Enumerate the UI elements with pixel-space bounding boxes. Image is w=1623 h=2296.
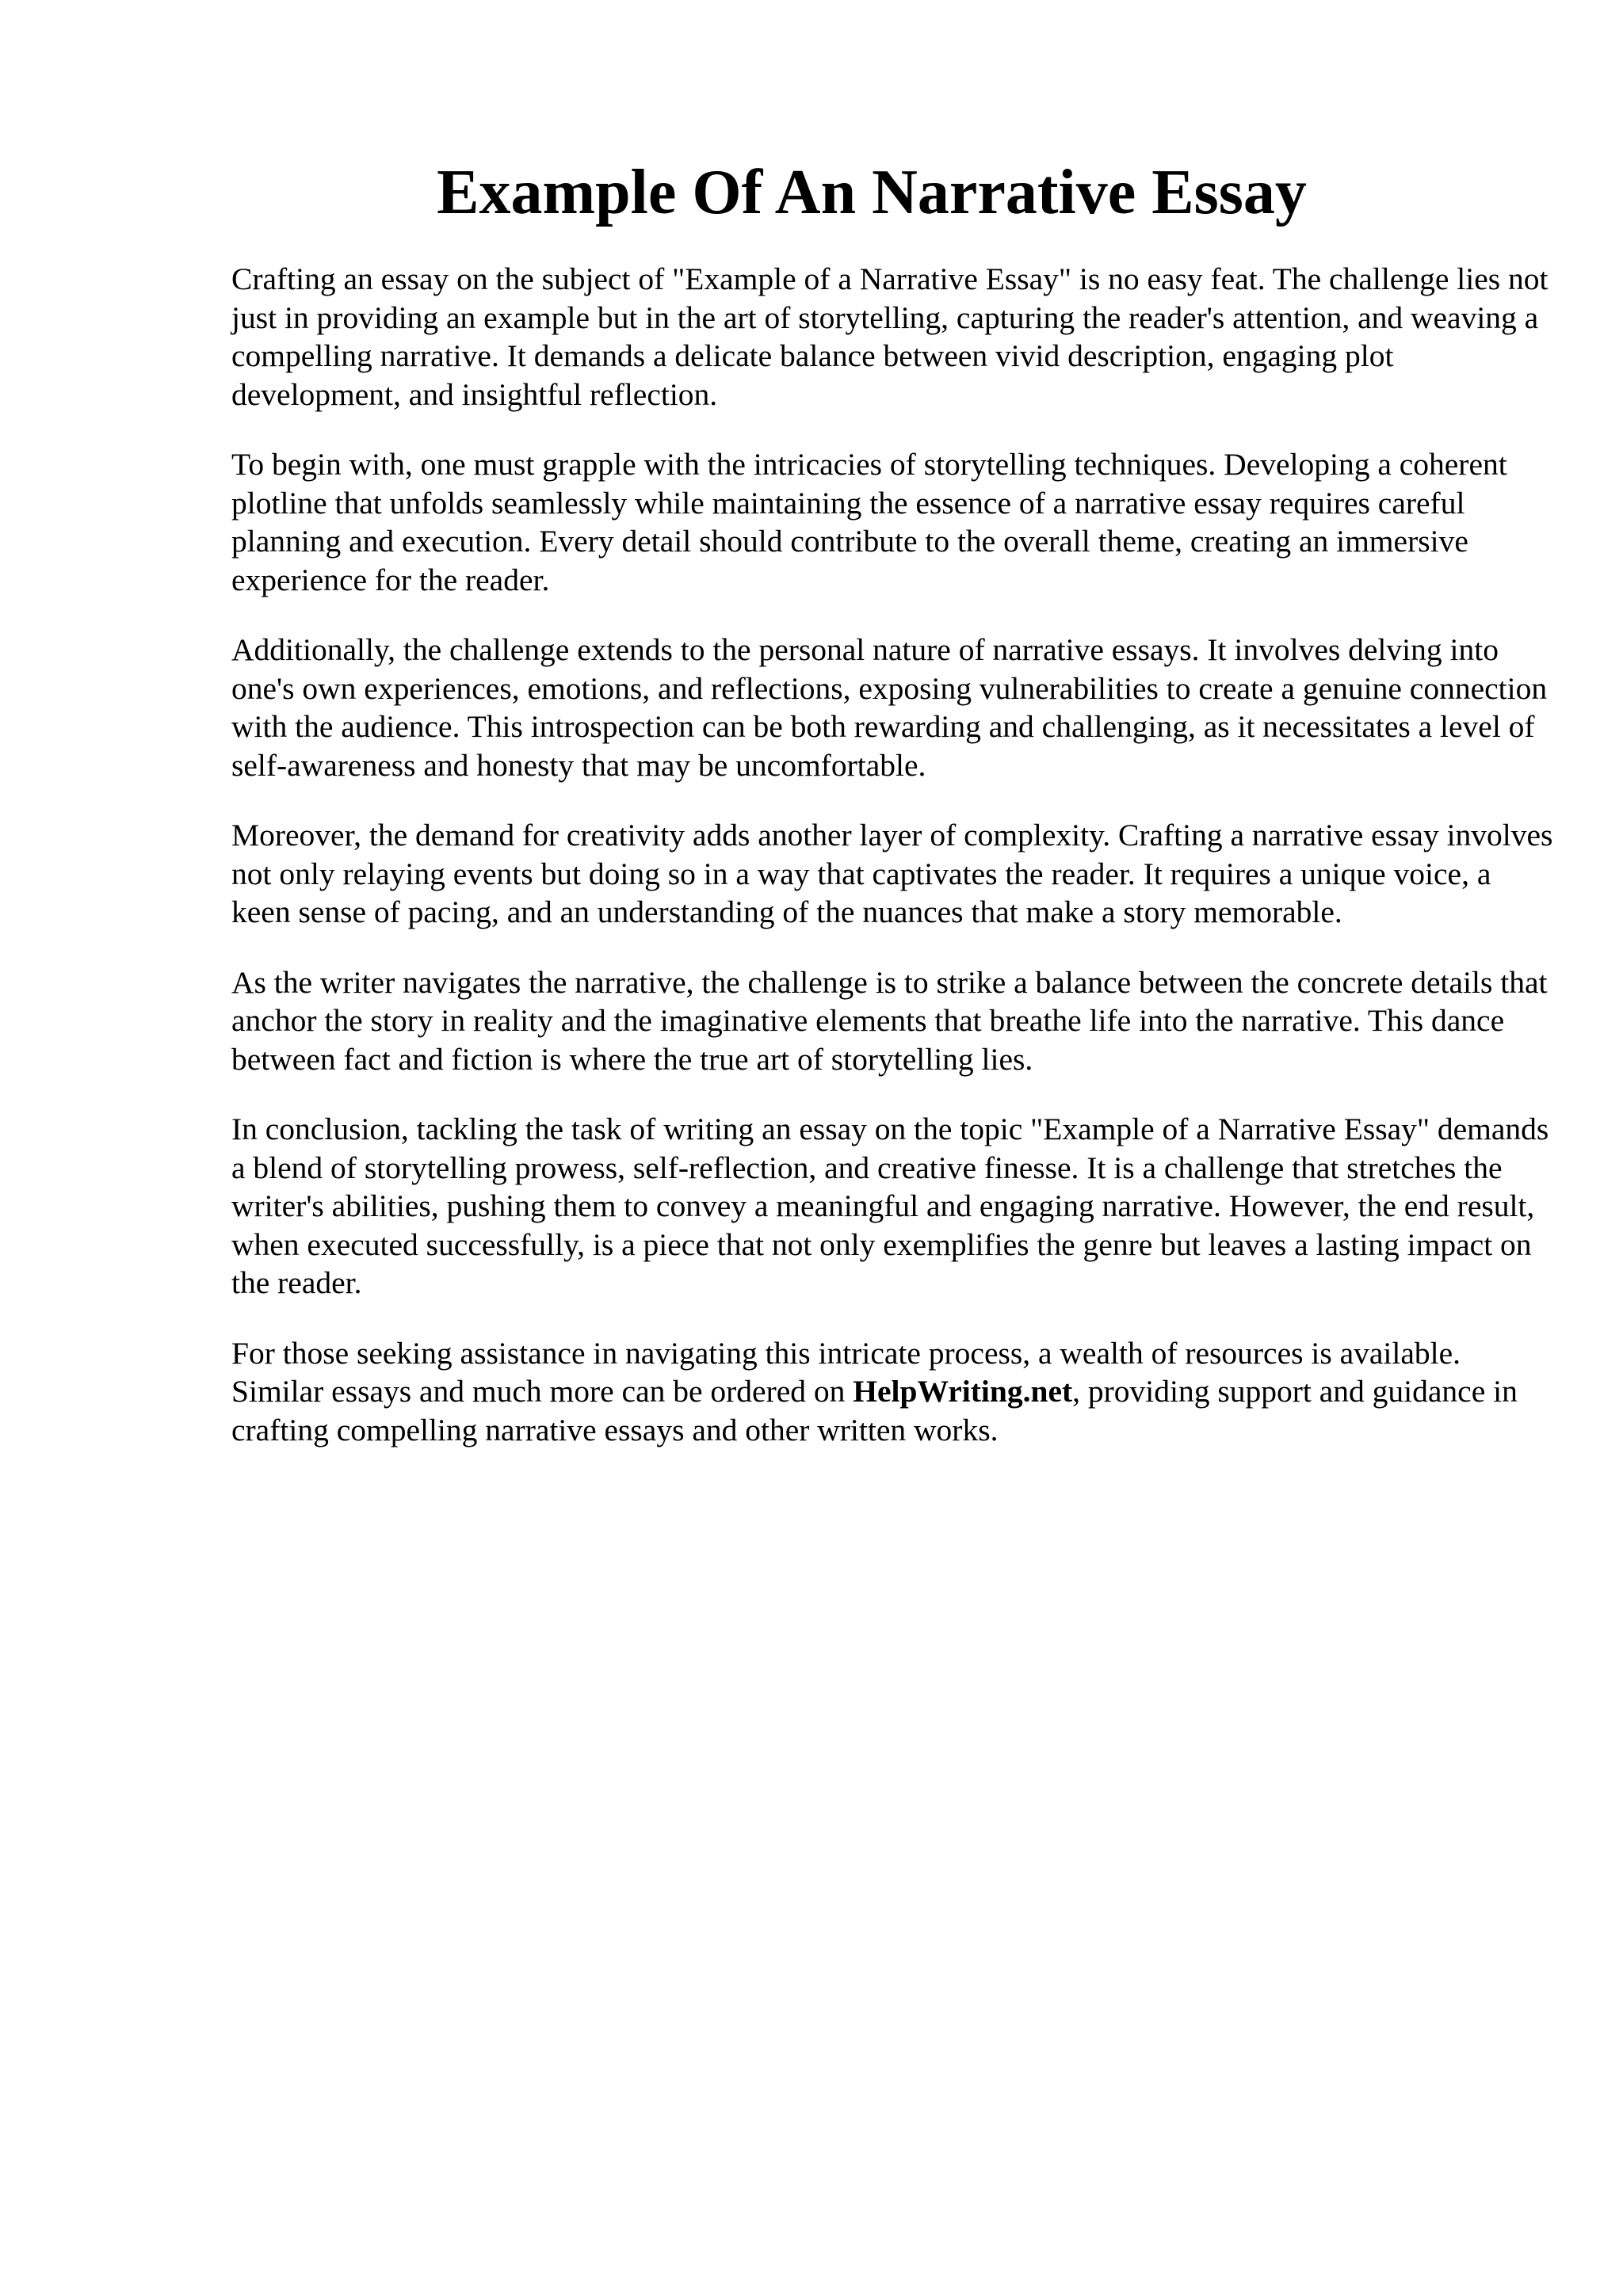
- essay-body: [231, 260, 1555, 1481]
- paragraph-7: [231, 1334, 1555, 1450]
- paragraph-3: Additionally, the challenge extends to the personal nature of narrative essays. It involves delving into one's own experiences, emotions, and reflections, exposing vulnerabilities to create a genuine connection with the audience. This introspection can be both rewarding and challenging, as it necessitates a level of self-awareness and honesty that may be uncomfortable.: [231, 632, 1548, 783]
- paragraph-4: Moreover, the demand for creativity adds another layer of complexity. Crafting a narrative essay involves not only relaying events but doing so in a way that captivates the reader. It requires a unique voice, a keen sense of pacing, and an understanding of the nuances that make a story memorable.: [231, 818, 1553, 929]
- brand-name: HelpWriting.net: [853, 1374, 1073, 1409]
- paragraph-7-lead: For those seeking assistance in navigating this intricate process, a wealth of resources is available. Similar essays and much more can be ordered on: [231, 1335, 1461, 1409]
- paragraph-1: Crafting an essay on the subject of "Example of a Narrative Essay" is no easy feat. The challenge lies not just in providing an example but in the art of storytelling, capturing the reader's attention, and weaving a compelling narrative. It demands a delicate balance between vivid description, engaging plot development, and insightful reflection.: [231, 261, 1549, 412]
- page-title: Example Of An Narrative Essay: [437, 158, 1307, 227]
- paragraph-6: In conclusion, tackling the task of writing an essay on the topic "Example of a Narrative Essay" demands a blend of storytelling prowess, self-reflection, and creative finesse. It is a challenge that stretches the writer's abilities, pushing them to convey a meaningful and engaging narrative. However, the end result, when executed successfully, is a piece that not only exemplifies the genre but leaves a lasting impact on the reader.: [231, 1112, 1549, 1300]
- paragraph-7-tail: , providing support and guidance in crafting compelling narrative essays and other written works.: [231, 1374, 1518, 1447]
- paragraph-2: To begin with, one must grapple with the intricacies of storytelling techniques. Developing a coherent plotline that unfolds seamlessly while maintaining the essence of a narrative essay requires careful planning and execution. Every detail should contribute to the overall theme, creating an immersive experience for the reader.: [231, 447, 1507, 597]
- paragraph-5: As the writer navigates the narrative, the challenge is to strike a balance between the concrete details that anchor the story in reality and the imaginative elements that breathe life into the narrative. This dance between fact and fiction is where the true art of storytelling lies.: [231, 964, 1548, 1077]
